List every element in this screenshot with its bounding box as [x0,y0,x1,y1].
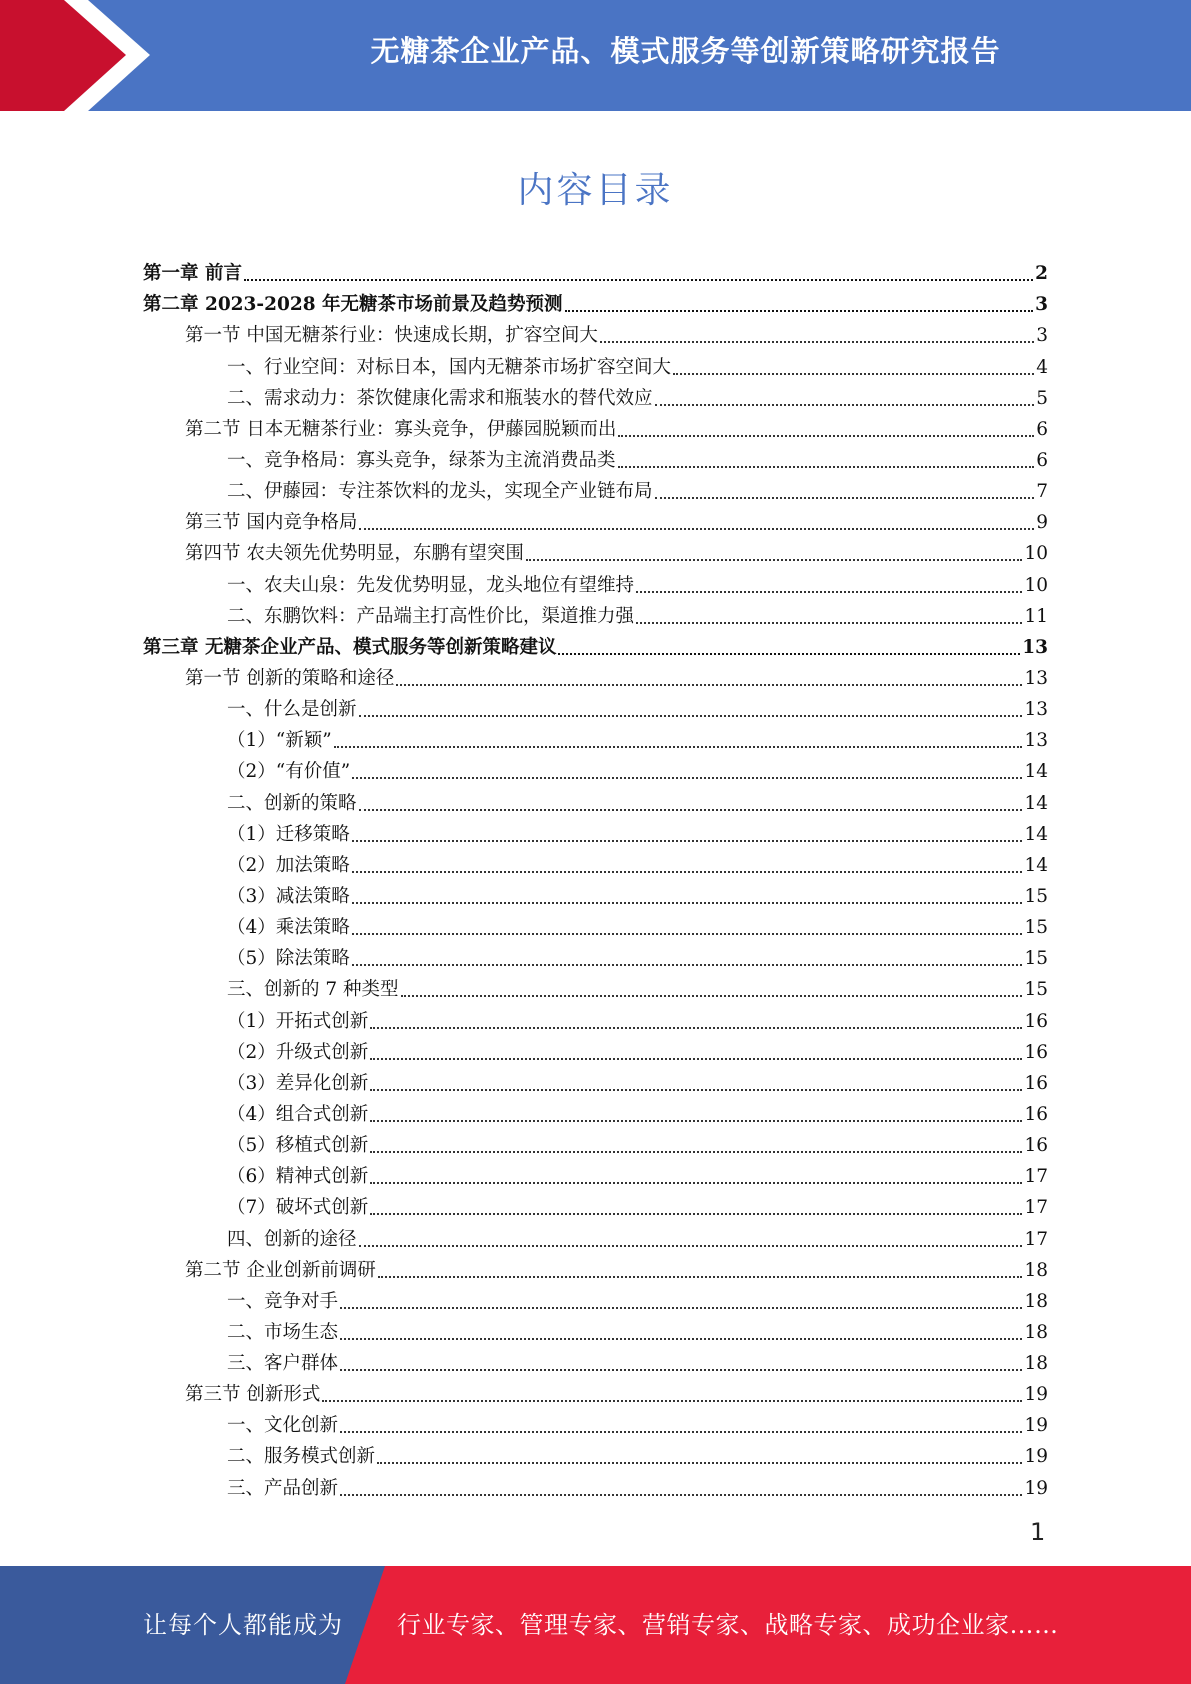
toc-dot-leader [618,466,1035,468]
toc-dot-leader [655,497,1035,499]
toc-dot-leader [352,964,1023,966]
toc-entry-label: 二、需求动力：茶饮健康化需求和瓶装水的替代效应 [227,387,653,409]
toc-dot-leader [359,809,1023,811]
toc-entry-page: 13 [1024,667,1048,689]
toc-entry-label: （3）减法策略 [227,885,350,907]
toc-entry-page: 14 [1024,823,1048,845]
toc-entry-label: 第一章 前言 [143,263,242,285]
toc-dot-leader [370,1182,1022,1184]
toc-dot-leader [359,1245,1023,1247]
toc-dot-leader [636,622,1022,624]
toc-entry-page: 15 [1024,979,1048,1001]
toc-entry-page: 14 [1024,854,1048,876]
toc-entry-label: （5）除法策略 [227,948,350,970]
toc-dot-leader [340,1431,1022,1433]
toc-entry-label: 第三章 无糖茶企业产品、模式服务等创新策略建议 [143,636,557,658]
toc-entry[interactable] [143,908,1048,939]
toc-entry-page: 7 [1036,481,1048,503]
toc-entry-label: 一、行业空间：对标日本，国内无糖茶市场扩容空间大 [227,356,672,378]
toc-entry-page: 18 [1024,1321,1048,1343]
toc-entry-page: 15 [1024,917,1048,939]
page-number: 1 [1030,1518,1046,1546]
toc-entry[interactable] [143,1033,1048,1064]
toc-entry[interactable] [143,970,1048,1001]
toc-entry-label: （3）差异化创新 [227,1072,369,1094]
toc-entry[interactable] [143,1313,1048,1344]
toc-entry-label: 三、客户群体 [227,1353,339,1375]
toc-entry-label: （6）精神式创新 [227,1166,369,1188]
toc-entry-page: 13 [1022,636,1048,658]
toc-dot-leader [401,995,1023,997]
toc-entry[interactable] [143,690,1048,721]
toc-entry-page: 3 [1035,294,1048,316]
toc-entry-page: 16 [1024,1010,1048,1032]
toc-entry[interactable] [143,254,1048,285]
toc-dot-leader [378,1276,1023,1278]
toc-dot-leader [359,715,1023,717]
toc-entry[interactable] [143,410,1048,441]
toc-entry[interactable] [143,1375,1048,1406]
toc-entry-page: 16 [1024,1041,1048,1063]
toc-entry-page: 18 [1024,1259,1048,1281]
toc-entry-page: 19 [1024,1446,1048,1468]
toc-entry-page: 19 [1024,1477,1048,1499]
toc-entry-label: （7）破坏式创新 [227,1197,369,1219]
toc-dot-leader [352,902,1023,904]
toc-entry-page: 13 [1024,730,1048,752]
toc-dot-leader [370,1120,1022,1122]
toc-entry-page: 19 [1024,1415,1048,1437]
toc-entry-page: 18 [1024,1353,1048,1375]
toc-dot-leader [377,1462,1022,1464]
toc-entry[interactable] [143,597,1048,628]
toc-entry[interactable] [143,721,1048,752]
toc-entry-page: 9 [1036,512,1048,534]
toc-entry-label: （1）“新颖” [227,730,332,752]
toc-entry-label: 二、服务模式创新 [227,1446,376,1468]
toc-entry[interactable] [143,316,1048,347]
toc-entry[interactable] [143,503,1048,534]
toc-entry[interactable] [143,846,1048,877]
report-title: 无糖茶企业产品、模式服务等创新策略研究报告 [370,34,1001,68]
toc-entry[interactable] [143,1251,1048,1282]
toc-entry-page: 10 [1024,574,1048,596]
toc-entry-page: 10 [1024,543,1048,565]
toc-entry[interactable] [143,472,1048,503]
footer-band [0,1566,1191,1684]
toc-entry-label: （2）加法策略 [227,854,350,876]
toc-entry-page: 18 [1024,1290,1048,1312]
toc-entry-label: 第三节 创新形式 [185,1384,321,1406]
toc-dot-leader [340,1369,1022,1371]
toc-entry-label: 三、产品创新 [227,1477,339,1499]
toc-entry[interactable] [143,285,1048,316]
toc-dot-leader [565,310,1034,312]
toc-dot-leader [526,559,1023,561]
toc-entry[interactable] [143,1468,1048,1499]
toc-entry-label: 三、创新的 7 种类型 [227,979,399,1001]
toc-entry[interactable] [143,379,1048,410]
toc-entry-page: 3 [1036,325,1048,347]
toc-dot-leader [340,1338,1022,1340]
toc-entry-page: 17 [1024,1228,1048,1250]
toc-dot-leader [370,1151,1022,1153]
toc-dot-leader [673,373,1034,375]
toc-entry[interactable] [143,1219,1048,1250]
toc-entry-label: （4）乘法策略 [227,917,350,939]
toc-entry-label: 第三节 国内竞争格局 [185,512,358,534]
toc-entry[interactable] [143,1406,1048,1437]
toc-entry[interactable] [143,1188,1048,1219]
toc-dot-leader [655,404,1035,406]
toc-entry[interactable] [143,347,1048,378]
toc-entry-page: 16 [1024,1135,1048,1157]
toc-entry[interactable] [143,565,1048,596]
toc-entry-page: 19 [1024,1384,1048,1406]
toc-dot-leader [370,1213,1022,1215]
toc-entry-label: 二、创新的策略 [227,792,357,814]
toc-dot-leader [244,279,1033,281]
toc-entry-page: 15 [1024,948,1048,970]
toc-entry[interactable] [143,815,1048,846]
toc-entry-page: 16 [1024,1072,1048,1094]
toc-entry-page: 17 [1024,1197,1048,1219]
toc-entry[interactable] [143,1344,1048,1375]
toc-dot-leader [396,684,1022,686]
toc-entry[interactable] [143,877,1048,908]
toc-dot-leader [370,1058,1022,1060]
toc-entry[interactable] [143,1157,1048,1188]
toc-entry[interactable] [143,783,1048,814]
toc-entry[interactable] [143,659,1048,690]
toc-entry-label: 一、竞争对手 [227,1290,339,1312]
table-of-contents [143,254,1048,1500]
toc-dot-leader [352,933,1023,935]
toc-entry-page: 11 [1024,605,1048,627]
toc-dot-leader [352,840,1023,842]
toc-entry-page: 14 [1024,792,1048,814]
toc-entry-label: 一、文化创新 [227,1415,339,1437]
toc-entry-page: 5 [1036,387,1048,409]
toc-dot-leader [340,1307,1022,1309]
toc-dot-leader [600,341,1034,343]
toc-dot-leader [618,435,1034,437]
footer-roles: 行业专家、管理专家、营销专家、战略专家、成功企业家…… [397,1611,1059,1639]
toc-heading: 内容目录 [517,170,674,211]
toc-entry-page: 6 [1036,449,1048,471]
toc-entry[interactable] [143,441,1048,472]
toc-entry[interactable] [143,534,1048,565]
toc-entry-label: （1）开拓式创新 [227,1010,369,1032]
toc-entry-label: 一、竞争格局：寡头竞争，绿茶为主流消费品类 [227,449,616,471]
toc-dot-leader [370,1089,1022,1091]
toc-entry-label: 第四节 农夫领先优势明显，东鹏有望突围 [185,543,524,565]
toc-entry-label: 二、东鹏饮料：产品端主打高性价比，渠道推力强 [227,605,635,627]
toc-entry[interactable] [143,1437,1048,1468]
toc-entry-label: （4）组合式创新 [227,1103,369,1125]
toc-entry-label: 一、什么是创新 [227,699,357,721]
toc-dot-leader [558,653,1020,655]
toc-dot-leader [636,591,1022,593]
toc-entry[interactable] [143,752,1048,783]
toc-entry-label: 二、市场生态 [227,1321,339,1343]
toc-entry-page: 16 [1024,1103,1048,1125]
toc-entry-label: 第一节 中国无糖茶行业：快速成长期，扩容空间大 [185,325,598,347]
toc-entry-page: 13 [1024,699,1048,721]
toc-entry-label: 四、创新的途径 [227,1228,357,1250]
toc-dot-leader [334,746,1023,748]
toc-entry-page: 14 [1024,761,1048,783]
toc-entry-label: （2）“有价值” [227,761,351,783]
toc-entry-label: 第二节 日本无糖茶行业：寡头竞争，伊藤园脱颖而出 [185,418,617,440]
toc-entry-label: 第二章 2023-2028 年无糖茶市场前景及趋势预测 [143,294,563,316]
toc-entry-label: 第二节 企业创新前调研 [185,1259,376,1281]
toc-dot-leader [352,871,1023,873]
toc-entry[interactable] [143,939,1048,970]
toc-entry-label: 第一节 创新的策略和途径 [185,667,395,689]
toc-entry[interactable] [143,1126,1048,1157]
toc-dot-leader [322,1400,1022,1402]
toc-entry[interactable] [143,1064,1048,1095]
toc-entry-page: 2 [1035,263,1048,285]
toc-dot-leader [340,1494,1022,1496]
toc-dot-leader [359,528,1034,530]
header-band [0,0,1191,111]
toc-entry-label: （5）移植式创新 [227,1135,369,1157]
toc-entry[interactable] [143,628,1048,659]
footer-slogan: 让每个人都能成为 [143,1611,343,1639]
toc-dot-leader [352,777,1022,779]
toc-entry-label: （2）升级式创新 [227,1041,369,1063]
toc-entry-page: 15 [1024,885,1048,907]
toc-entry[interactable] [143,1001,1048,1032]
toc-entry-page: 17 [1024,1166,1048,1188]
toc-entry[interactable] [143,1282,1048,1313]
toc-entry-label: （1）迁移策略 [227,823,350,845]
toc-entry[interactable] [143,1095,1048,1126]
toc-entry-label: 二、伊藤园：专注茶饮料的龙头，实现全产业链布局 [227,481,653,503]
toc-dot-leader [370,1027,1022,1029]
toc-entry-page: 6 [1036,418,1048,440]
toc-entry-label: 一、农夫山泉：先发优势明显，龙头地位有望维持 [227,574,635,596]
toc-entry-page: 4 [1036,356,1048,378]
